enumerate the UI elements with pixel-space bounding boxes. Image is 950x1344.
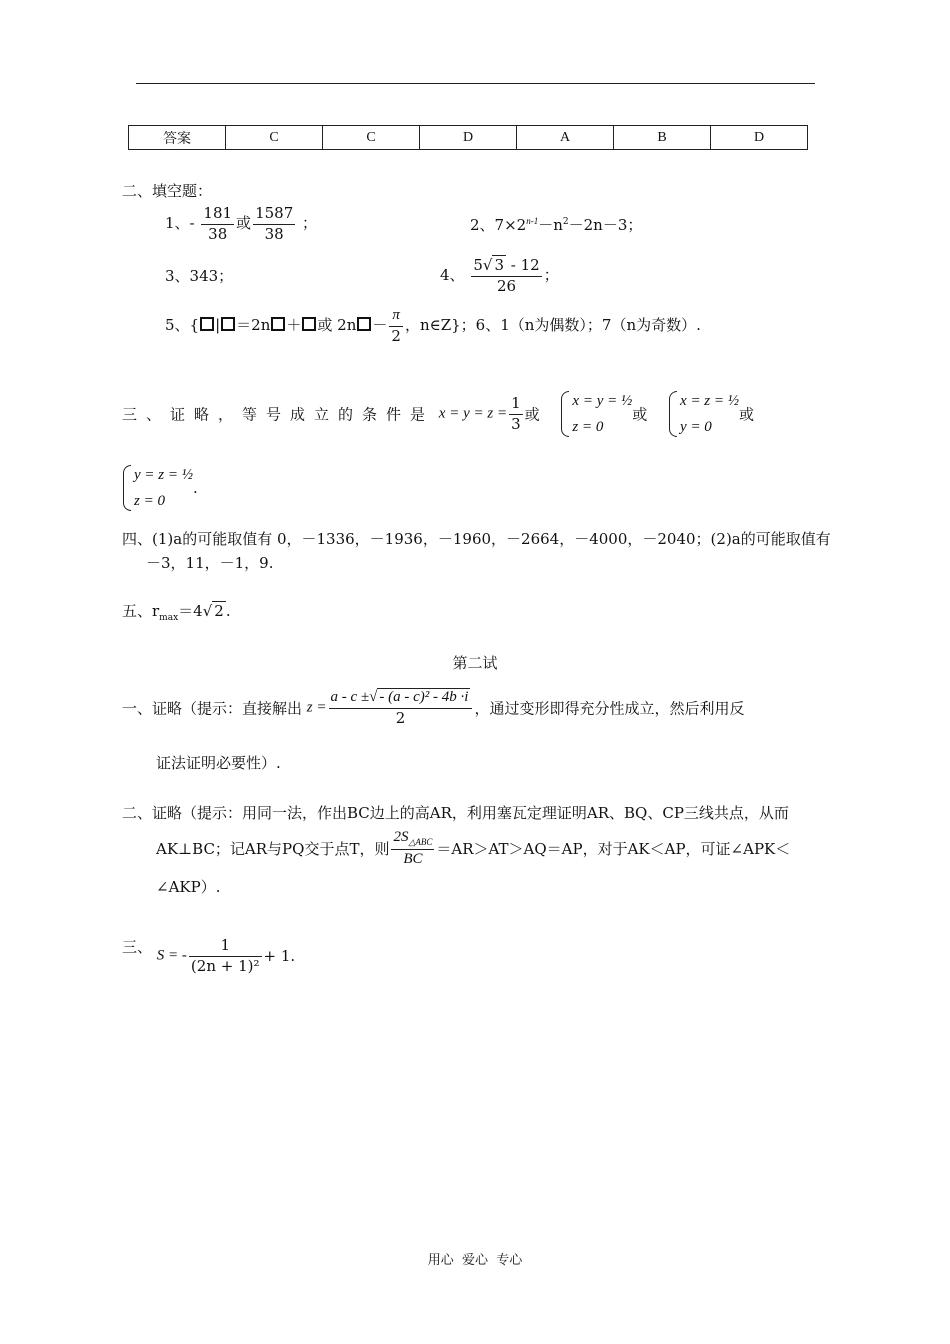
equation: y = 0 <box>680 419 712 435</box>
expr: + 1. <box>263 947 296 965</box>
missing-glyph-icon <box>357 317 371 331</box>
equation: y = z = ½ <box>134 467 193 483</box>
missing-glyph-icon <box>271 317 285 331</box>
p2-q2-line-2 <box>156 828 790 869</box>
fill-item-1 <box>165 204 317 244</box>
fraction <box>189 936 262 976</box>
fill-item-2 <box>470 214 642 235</box>
denominator: 3 <box>511 414 521 433</box>
table-cell: D <box>420 126 517 150</box>
expr: ＝2n <box>236 316 271 334</box>
or-text: 或 <box>236 214 252 232</box>
expr: ＋ <box>286 316 302 334</box>
coef: 5 <box>473 256 483 274</box>
item-label: 2、7×2 <box>470 216 527 234</box>
punct: ； <box>302 214 318 232</box>
denominator: (2n + 1)² <box>190 956 260 975</box>
expr: ，n∈Z}；6、1（n为偶数）；7（n为奇数）. <box>404 316 701 334</box>
q3-label: 三、 <box>122 938 153 956</box>
expr: ＝4 <box>178 602 203 620</box>
q1-prefix: 一、证略（提示：直接解出 <box>122 699 303 718</box>
table-cell: B <box>614 126 711 150</box>
equation: z = 0 <box>572 419 604 435</box>
fraction <box>253 204 295 244</box>
expr: ＝AR＞AT＞AQ＝AP，对于AK＜AP，可证∠APK＜ <box>436 840 791 859</box>
missing-glyph-icon <box>221 317 235 331</box>
table-cell: C <box>226 126 323 150</box>
denominator: BC <box>403 850 423 867</box>
fraction <box>509 394 523 434</box>
numerator: 1 <box>189 936 262 957</box>
fill-item-4 <box>440 256 559 296</box>
equation: x = y = ½ <box>572 393 633 409</box>
part2-title: 第二试 <box>452 654 498 672</box>
term: - 12 <box>505 256 540 274</box>
fraction <box>329 688 473 728</box>
subscript: △ABC <box>408 837 433 847</box>
condition: x = y = z = <box>438 405 508 422</box>
or-text: 或 <box>632 405 648 424</box>
section2-heading: 二、填空题： <box>122 182 213 200</box>
header-rule <box>136 83 815 84</box>
page-footer: 用心 爱心 专心 <box>427 1253 523 1268</box>
section3-line <box>122 388 754 440</box>
numerator: 5√ 3 - 12 <box>471 256 541 277</box>
table-cell: C <box>323 126 420 150</box>
expr: －2n－3； <box>568 216 643 234</box>
missing-glyph-icon <box>200 317 214 331</box>
radicand: 2 <box>214 602 224 620</box>
exponent: n-1 <box>526 216 539 226</box>
section3-line-2 <box>120 462 198 514</box>
denominator: 38 <box>208 224 228 243</box>
radicand: - (a - c)² - 4b ·i <box>379 689 469 705</box>
numerator: 1587 <box>253 204 295 225</box>
punct: . <box>225 602 231 620</box>
p2-q2-line-3: ∠AKP）. <box>156 878 221 896</box>
equation-system <box>120 462 193 514</box>
punct: ； <box>543 266 559 284</box>
fraction <box>389 306 403 346</box>
denominator: 2 <box>395 708 406 727</box>
or-text: 或 <box>524 405 540 424</box>
missing-glyph-icon <box>302 317 316 331</box>
table-cell: A <box>517 126 614 150</box>
numerator <box>391 828 434 850</box>
section5-line: 五、$r_{max}=4√$ 2 . <box>122 602 231 623</box>
fill-item-5 <box>165 306 701 346</box>
p2-q2-line-1: 二、证略（提示：用同一法，作出BC边上的高AR，利用塞瓦定理证明AR、BQ、CP三线共点，从而 <box>122 804 789 822</box>
expr: AK⊥BC；记AR与PQ交于点T，则 <box>156 840 390 859</box>
numerator: 1 <box>509 394 523 415</box>
punct: . <box>193 479 198 497</box>
item-label: 4、 <box>440 266 465 284</box>
table-cell: 答案 <box>129 126 226 150</box>
expr: － <box>372 316 388 334</box>
item-label: 5、{ <box>165 316 200 334</box>
fraction <box>391 828 434 869</box>
minus-sign: - <box>189 214 195 232</box>
expr: 五、r <box>122 602 160 620</box>
table-row <box>129 126 808 150</box>
q1-suffix: ，通过变形即得充分性成立，然后利用反 <box>474 699 745 718</box>
fraction <box>471 256 541 296</box>
term: 2S <box>393 829 409 845</box>
expr: z = <box>306 699 327 716</box>
equation-system <box>558 388 632 440</box>
numerator: a - c ±√ - (a - c)² - 4b ·i <box>329 688 473 709</box>
answer-table <box>128 125 808 150</box>
term: a - c ± <box>330 689 370 705</box>
subscript: max <box>159 613 179 623</box>
fraction <box>201 204 234 244</box>
expr: －n <box>538 216 563 234</box>
p2-q3-line <box>122 936 295 976</box>
denominator: 2 <box>391 326 401 345</box>
denominator: 38 <box>264 224 284 243</box>
item-label: 1、 <box>165 214 190 232</box>
expr: 或 2n <box>317 316 357 334</box>
table-cell: D <box>711 126 808 150</box>
equation: z = 0 <box>134 493 165 509</box>
equation: x = z = ½ <box>680 393 740 409</box>
expr: S = - <box>156 947 187 964</box>
bar: | <box>215 316 221 334</box>
or-text: 或 <box>739 405 755 424</box>
section4-line-2: －3，11，－1，9. <box>146 554 274 572</box>
exponent: 2 <box>562 217 569 227</box>
numerator: 181 <box>201 204 234 225</box>
p2-q1-line-2: 证法证明必要性）. <box>156 754 281 772</box>
denominator: 26 <box>496 276 517 295</box>
p2-q1-line-1 <box>122 688 744 728</box>
equation-system <box>666 388 739 440</box>
section4-line-1: 四、(1)a的可能取值有 0，－1336，－1936，－1960，－2664，－4000，－2040；(2)a的可能取值有 <box>122 530 831 548</box>
numerator: π <box>389 306 403 327</box>
fill-item-3: 3、343； <box>165 267 234 285</box>
radicand: 3 <box>494 256 504 274</box>
section3-prefix: 三、证略，等号成立的条件是 <box>122 405 435 424</box>
